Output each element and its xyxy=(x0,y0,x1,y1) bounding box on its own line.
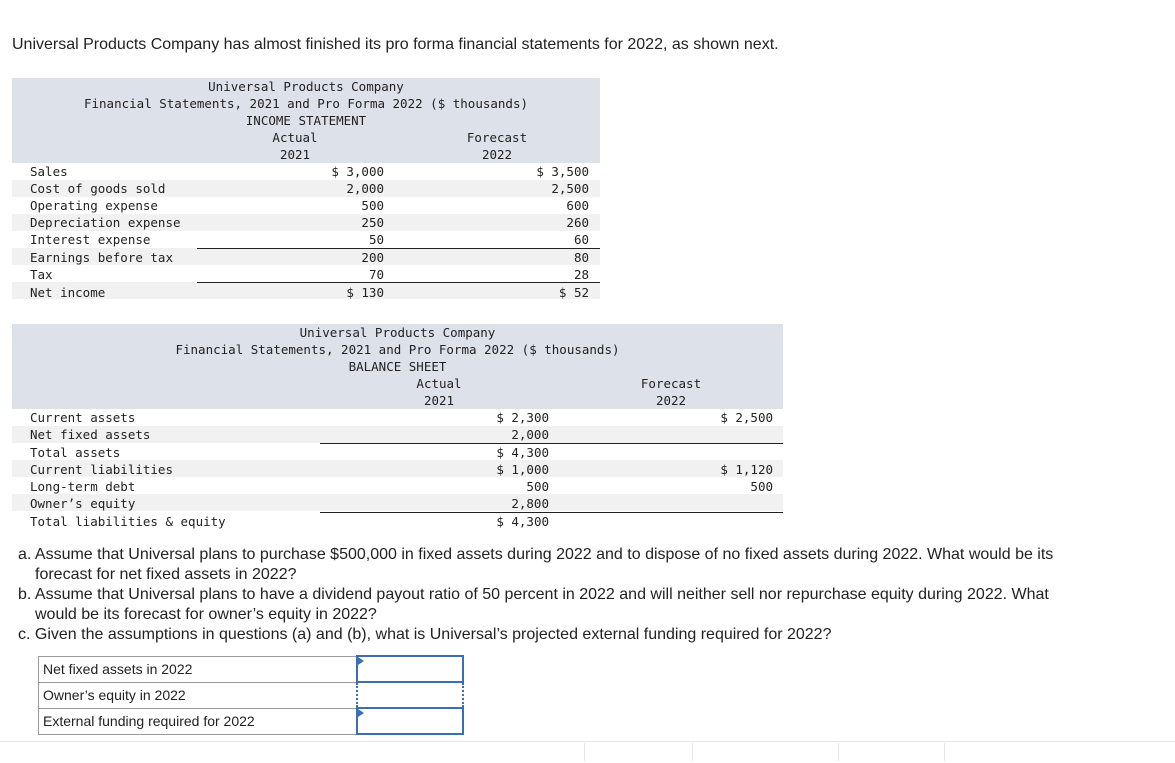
income-row-forecast: 60 xyxy=(573,232,589,247)
balance-subtitle: Financial Statements, 2021 and Pro Forma 2022 ($ thousands) xyxy=(175,342,620,357)
balance-row-label: Current liabilities xyxy=(30,462,173,477)
intro-text: Universal Products Company has almost finished its pro forma financial statements for 2022, as shown next. xyxy=(12,36,779,53)
income-row-forecast: 600 xyxy=(566,198,589,213)
balance-row-actual: $ 2,300 xyxy=(496,410,549,425)
balance-row-actual: $ 1,000 xyxy=(496,462,549,477)
balance-row-actual: 2,000 xyxy=(511,427,549,442)
income-row-actual: 2,000 xyxy=(346,181,384,196)
question-a: a. Assume that Universal plans to purchase $500,000 in fixed assets during 2022 and to dispose of no fixed assets during 2022. What would be its forecast for net fixed assets in 2022? xyxy=(18,546,1054,583)
balance-col-forecast: Forecast xyxy=(640,376,702,391)
answer-row xyxy=(39,682,464,708)
balance-row-forecast: $ 1,120 xyxy=(720,462,773,477)
footer-divider xyxy=(0,741,1175,742)
income-row-actual: 50 xyxy=(368,232,384,247)
income-subtitle: Financial Statements, 2021 and Pro Forma 2022 ($ thousands) xyxy=(83,96,528,111)
external-funding-input[interactable] xyxy=(357,708,463,734)
balance-row-label: Owner’s equity xyxy=(30,496,136,511)
footer-divider-tick xyxy=(692,743,693,761)
income-row-actual: $ 130 xyxy=(346,285,384,300)
questions-list xyxy=(18,545,1058,645)
income-row-forecast: $ 52 xyxy=(558,285,589,300)
footer-divider-tick xyxy=(584,743,585,761)
question-b: b. Assume that Universal plans to have a dividend payout ratio of 50 percent in 2022 and will neither sell nor repurchase equity during 2022. What would be its forecast for owner’s equity in 2022? xyxy=(18,586,1049,623)
income-row-forecast: 2,500 xyxy=(551,181,589,196)
income-row-actual: 200 xyxy=(361,250,384,265)
input-marker-icon xyxy=(358,709,364,717)
income-col-forecast-year: 2022 xyxy=(481,147,513,162)
balance-row-forecast: $ 2,500 xyxy=(720,410,773,425)
net-fixed-assets-input[interactable] xyxy=(357,656,463,682)
income-row-actual: 250 xyxy=(361,215,384,230)
income-row-label: Interest expense xyxy=(30,232,151,247)
income-row-actual: 500 xyxy=(361,198,384,213)
answer-table xyxy=(38,655,464,735)
income-company: Universal Products Company xyxy=(208,79,404,94)
income-row-forecast: 80 xyxy=(573,250,589,265)
income-row-label: Depreciation expense xyxy=(30,215,181,230)
balance-row-actual: $ 4,300 xyxy=(496,445,549,460)
income-row-actual: $ 3,000 xyxy=(331,164,384,179)
balance-statement-title: BALANCE SHEET xyxy=(348,359,447,374)
income-row-forecast: 260 xyxy=(566,215,589,230)
balance-row-label: Net fixed assets xyxy=(30,427,151,442)
balance-row-actual: 500 xyxy=(526,479,549,494)
owners-equity-input[interactable] xyxy=(357,682,463,708)
question-c: c. Given the assumptions in questions (a) and (b), what is Universal’s projected external funding required for 2022? xyxy=(18,626,832,643)
income-row-label: Tax xyxy=(30,267,53,282)
balance-row-actual: $ 4,300 xyxy=(496,514,549,529)
income-col-actual-year: 2021 xyxy=(279,147,311,162)
balance-row-label: Current assets xyxy=(30,410,136,425)
balance-row-label: Long-term debt xyxy=(30,479,136,494)
income-row-label: Net income xyxy=(30,285,106,300)
footer-divider-tick xyxy=(838,743,839,761)
income-row-forecast: 28 xyxy=(573,267,589,282)
balance-row-actual: 2,800 xyxy=(511,496,549,511)
footer-divider-tick xyxy=(944,743,945,761)
answer-row xyxy=(39,656,464,682)
answer-row xyxy=(39,708,464,734)
income-row-label: Earnings before tax xyxy=(30,250,173,265)
input-marker-icon xyxy=(358,657,364,665)
balance-subtotal-rule xyxy=(320,443,783,444)
income-row-label: Operating expense xyxy=(30,198,158,213)
balance-col-forecast-year: 2022 xyxy=(655,393,687,408)
income-col-actual: Actual xyxy=(272,130,318,145)
income-row-label: Cost of goods sold xyxy=(30,181,166,196)
answer-label-external-funding: External funding required for 2022 xyxy=(39,708,358,734)
income-row-forecast: $ 3,500 xyxy=(536,164,589,179)
balance-row-label: Total assets xyxy=(30,445,121,460)
income-statement-title: INCOME STATEMENT xyxy=(245,113,367,128)
answer-label-owners-equity: Owner’s equity in 2022 xyxy=(39,682,358,708)
balance-subtotal-rule xyxy=(320,512,783,513)
income-col-forecast: Forecast xyxy=(466,130,528,145)
balance-row-forecast: 500 xyxy=(750,479,773,494)
balance-row-label: Total liabilities & equity xyxy=(30,514,226,529)
balance-col-actual-year: 2021 xyxy=(423,393,455,408)
balance-col-actual: Actual xyxy=(416,376,462,391)
income-row-actual: 70 xyxy=(368,267,384,282)
balance-company: Universal Products Company xyxy=(299,325,496,340)
income-row-label: Sales xyxy=(30,164,68,179)
answer-label-net-fixed-assets: Net fixed assets in 2022 xyxy=(39,656,358,682)
